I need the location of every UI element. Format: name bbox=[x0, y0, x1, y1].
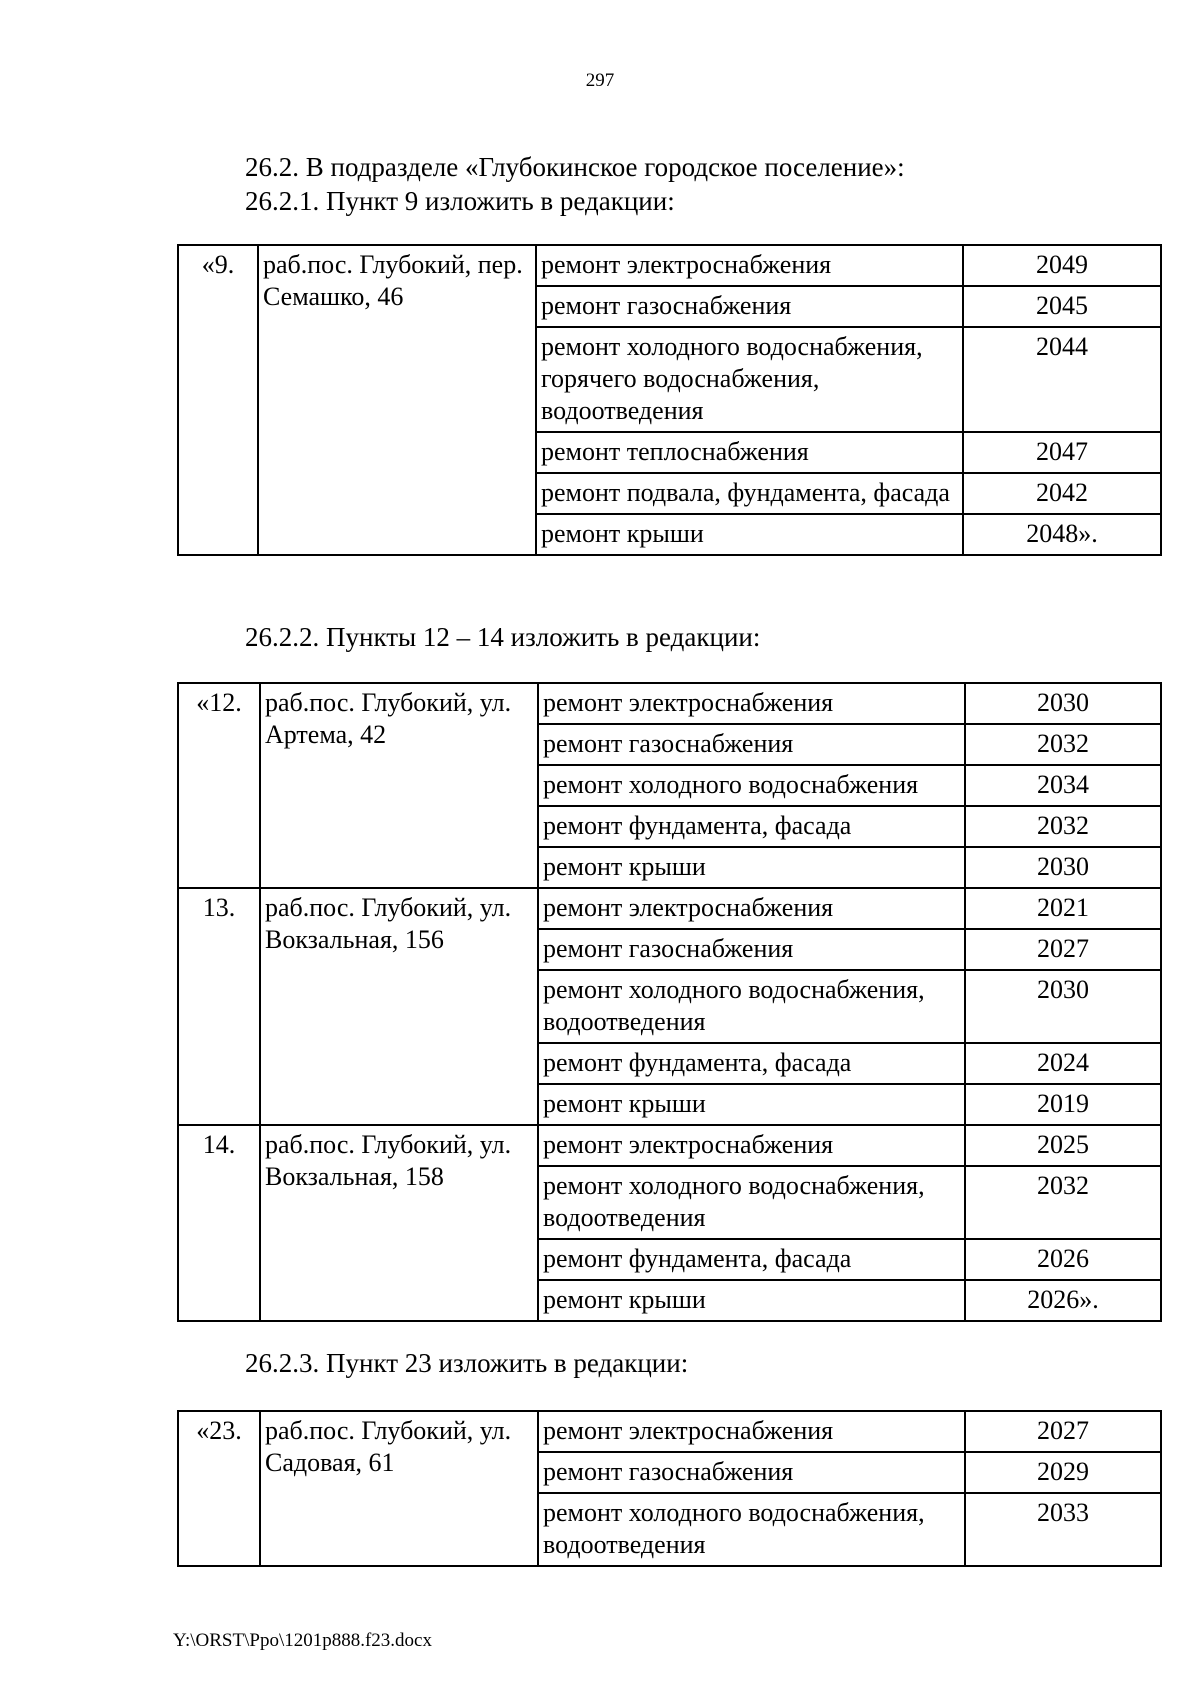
work-year: 2026». bbox=[965, 1280, 1161, 1321]
file-path-footer: Y:\ORST\Ppo\1201p888.f23.docx bbox=[173, 1630, 432, 1651]
work-year: 2044 bbox=[963, 327, 1161, 432]
work-type: ремонт электроснабжения bbox=[538, 888, 965, 929]
table-row bbox=[178, 888, 1161, 929]
table-row bbox=[178, 683, 1161, 724]
work-year: 2027 bbox=[965, 929, 1161, 970]
table-row bbox=[178, 245, 1161, 286]
section-2-title: 26.2.2. Пункты 12 – 14 изложить в редакции: bbox=[245, 622, 761, 652]
work-year: 2033 bbox=[965, 1493, 1161, 1566]
work-type: ремонт холодного водоснабжения, водоотведения bbox=[538, 970, 965, 1043]
work-year: 2032 bbox=[965, 1166, 1161, 1239]
work-year: 2032 bbox=[965, 806, 1161, 847]
table-item-9 bbox=[177, 244, 1162, 556]
work-type: ремонт газоснабжения bbox=[538, 724, 965, 765]
work-year: 2027 bbox=[965, 1411, 1161, 1452]
work-year: 2048». bbox=[963, 514, 1161, 555]
work-type: ремонт фундамента, фасада bbox=[538, 1043, 965, 1084]
work-type: ремонт холодного водоснабжения, водоотведения bbox=[538, 1493, 965, 1566]
section-heading: 26.2. В подразделе «Глубокинское городское поселение»: bbox=[245, 152, 905, 182]
item-address: раб.пос. Глубокий, ул. Вокзальная, 156 bbox=[260, 888, 538, 1125]
work-year: 2034 bbox=[965, 765, 1161, 806]
item-address: раб.пос. Глубокий, пер. Семашко, 46 bbox=[258, 245, 536, 555]
work-type: ремонт крыши bbox=[536, 514, 963, 555]
work-year: 2029 bbox=[965, 1452, 1161, 1493]
work-type: ремонт электроснабжения bbox=[538, 1125, 965, 1166]
table-row bbox=[178, 1125, 1161, 1166]
page-number: 297 bbox=[585, 70, 615, 91]
work-year: 2030 bbox=[965, 970, 1161, 1043]
work-type: ремонт газоснабжения bbox=[538, 1452, 965, 1493]
work-type: ремонт теплоснабжения bbox=[536, 432, 963, 473]
work-type: ремонт электроснабжения bbox=[538, 1411, 965, 1452]
work-year: 2019 bbox=[965, 1084, 1161, 1125]
work-year: 2049 bbox=[963, 245, 1161, 286]
work-year: 2047 bbox=[963, 432, 1161, 473]
item-address: раб.пос. Глубокий, ул. Вокзальная, 158 bbox=[260, 1125, 538, 1321]
work-type: ремонт электроснабжения bbox=[536, 245, 963, 286]
work-type: ремонт газоснабжения bbox=[538, 929, 965, 970]
work-year: 2024 bbox=[965, 1043, 1161, 1084]
work-type: ремонт фундамента, фасада bbox=[538, 1239, 965, 1280]
work-type: ремонт холодного водоснабжения, горячего водоснабжения, водоотведения bbox=[536, 327, 963, 432]
work-year: 2026 bbox=[965, 1239, 1161, 1280]
item-number: «23. bbox=[178, 1411, 260, 1566]
work-type: ремонт крыши bbox=[538, 847, 965, 888]
work-year: 2032 bbox=[965, 724, 1161, 765]
work-year: 2025 bbox=[965, 1125, 1161, 1166]
work-type: ремонт холодного водоснабжения bbox=[538, 765, 965, 806]
work-year: 2021 bbox=[965, 888, 1161, 929]
work-year: 2042 bbox=[963, 473, 1161, 514]
item-number: «9. bbox=[178, 245, 258, 555]
work-year: 2045 bbox=[963, 286, 1161, 327]
item-number: 13. bbox=[178, 888, 260, 1125]
work-type: ремонт крыши bbox=[538, 1084, 965, 1125]
table-items-12-14 bbox=[177, 682, 1162, 1322]
work-year: 2030 bbox=[965, 847, 1161, 888]
item-address: раб.пос. Глубокий, ул. Артема, 42 bbox=[260, 683, 538, 888]
item-address: раб.пос. Глубокий, ул. Садовая, 61 bbox=[260, 1411, 538, 1566]
work-type: ремонт крыши bbox=[538, 1280, 965, 1321]
section-3-title: 26.2.3. Пункт 23 изложить в редакции: bbox=[245, 1348, 689, 1378]
work-type: ремонт фундамента, фасада bbox=[538, 806, 965, 847]
table-item-23 bbox=[177, 1410, 1162, 1567]
table-row bbox=[178, 1411, 1161, 1452]
work-type: ремонт электроснабжения bbox=[538, 683, 965, 724]
item-number: 14. bbox=[178, 1125, 260, 1321]
work-type: ремонт подвала, фундамента, фасада bbox=[536, 473, 963, 514]
section-1-title: 26.2.1. Пункт 9 изложить в редакции: bbox=[245, 186, 675, 216]
work-type: ремонт газоснабжения bbox=[536, 286, 963, 327]
item-number: «12. bbox=[178, 683, 260, 888]
work-type: ремонт холодного водоснабжения, водоотведения bbox=[538, 1166, 965, 1239]
work-year: 2030 bbox=[965, 683, 1161, 724]
